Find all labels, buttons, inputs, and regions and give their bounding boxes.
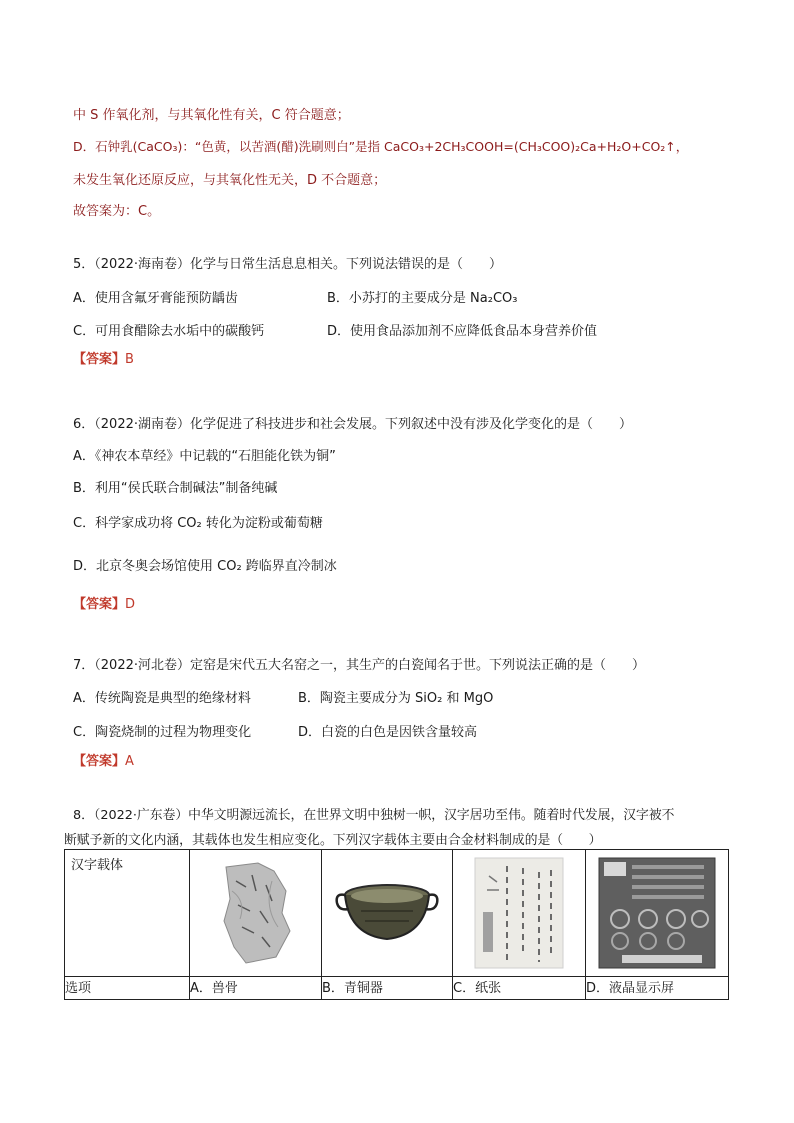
q8-option-a: A．兽骨 <box>190 977 322 1000</box>
q5-option-c: C．可用食醋除去水垢中的碳酸钙 <box>73 324 265 339</box>
paper-manuscript-image <box>473 856 565 970</box>
q5-answer <box>73 348 134 367</box>
q6-stem: 6．（2022·湖南卷）化学促进了科技进步和社会发展。下列叙述中没有涉及化学变化的是（ ） <box>73 417 632 432</box>
answer-label: 【答案】 <box>73 754 126 769</box>
q7-option-c: C．陶瓷烧制的过程为物理变化 <box>73 725 252 740</box>
q5-option-d: D．使用食品添加剂不应降低食品本身营养价值 <box>327 324 598 339</box>
q7-answer <box>73 750 134 769</box>
oracle-bone-image <box>216 861 296 965</box>
answer-label: 【答案】 <box>73 352 126 367</box>
prev-solution-line1: 中 S 作氧化剂，与其氧化性有关，C 符合题意； <box>73 108 350 123</box>
q8-options-table <box>64 849 729 1000</box>
q8-option-b: B．青铜器 <box>322 977 453 1000</box>
q5-option-b: B．小苏打的主要成分是 Na₂CO₃ <box>327 291 518 306</box>
prev-solution-line3: 未发生氧化还原反应，与其氧化性无关，D 不合题意； <box>73 173 387 188</box>
q7-option-d: D．白瓷的白色是因铁含量较高 <box>298 725 478 740</box>
q8-option-c: C．纸张 <box>453 977 586 1000</box>
table-header-carrier <box>65 850 190 977</box>
image-cell-bronze <box>322 850 453 977</box>
q5-stem: 5．（2022·海南卷）化学与日常生活息息相关。下列说法错误的是（ ） <box>73 257 502 272</box>
prev-solution-line2: D．石钟乳(CaCO₃)：“色黄，以苦酒(醋)洗刷则白”是指 CaCO₃+2CH₃COOH=(CH₃COO)₂Ca+H₂O+CO₂↑， <box>73 139 689 154</box>
q7-stem: 7．（2022·河北卷）定窑是宋代五大名窑之一，其生产的白瓷闻名于世。下列说法正确的是（ ） <box>73 658 645 673</box>
q6-option-a: A．《神农本草经》中记载的“石胆能化铁为铜” <box>73 449 336 464</box>
q6-option-d: D．北京冬奥会场馆使用 CO₂ 跨临界直冷制冰 <box>73 559 337 574</box>
image-cell-paper <box>453 850 586 977</box>
q7-option-a: A．传统陶瓷是典型的绝缘材料 <box>73 691 251 706</box>
answer-value: D <box>125 597 136 612</box>
table-header-carrier-text: 汉字载体 <box>71 858 124 873</box>
answer-value: A <box>125 754 134 769</box>
q7-option-b: B．陶瓷主要成分为 SiO₂ 和 MgO <box>298 691 494 706</box>
prev-solution-line4: 故答案为：C。 <box>73 204 161 219</box>
q6-option-b: B．利用“侯氏联合制碱法”制备纯碱 <box>73 481 278 496</box>
q6-option-c: C．科学家成功将 CO₂ 转化为淀粉或葡萄糖 <box>73 516 323 531</box>
q8-stem-line2: 断赋予新的文化内涵，其载体也发生相应变化。下列汉字载体主要由合金材料制成的是（ ） <box>64 833 602 848</box>
lcd-screen-image <box>598 857 716 969</box>
answer-value: B <box>125 352 134 367</box>
table-header-option: 选项 <box>65 977 190 1000</box>
answer-label: 【答案】 <box>73 597 126 612</box>
image-cell-bone <box>190 850 322 977</box>
q6-answer <box>73 593 135 612</box>
image-cell-lcd <box>586 850 729 977</box>
q8-stem-line1: 8．（2022·广东卷）中华文明源远流长，在世界文明中独树一帜，汉字居功至伟。随着时代发展，汉字被不 <box>73 808 675 823</box>
bronze-vessel-image <box>335 881 439 945</box>
q8-option-d: D．液晶显示屏 <box>586 977 729 1000</box>
q5-option-a: A．使用含氟牙膏能预防龋齿 <box>73 291 238 306</box>
